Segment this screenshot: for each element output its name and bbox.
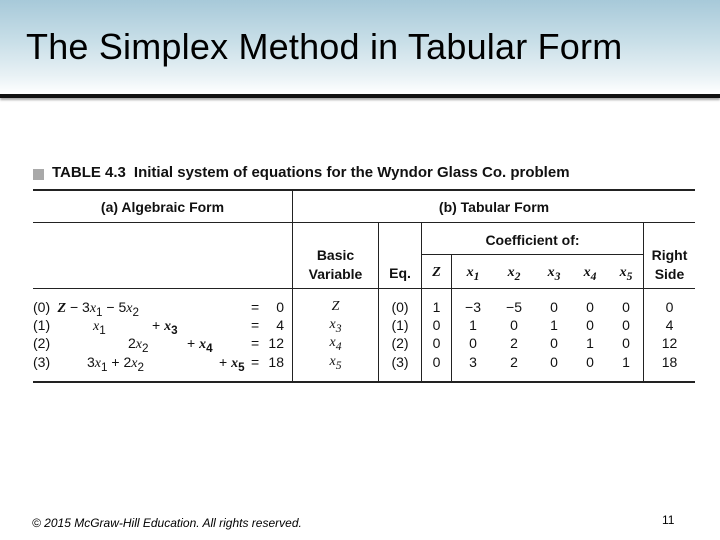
- algebraic-row-1-x1: $x_1$: [93, 319, 106, 337]
- right-side-cell: 4: [665, 317, 674, 333]
- coef-cell-x3: 1: [550, 317, 558, 333]
- algebraic-row-3-rhs: 18: [268, 354, 284, 370]
- eq-cell: (3): [391, 354, 409, 370]
- coef-col-x3: $x_3$: [547, 265, 561, 283]
- eq-header: Eq.: [389, 265, 411, 281]
- coef-cell-x2: 0: [510, 317, 518, 333]
- algebraic-form-header: (a) Algebraic Form: [100, 199, 225, 215]
- algebraic-row-1-rel: =: [251, 317, 260, 333]
- coef-cell-x5: 0: [622, 317, 630, 333]
- page-number: 11: [662, 513, 675, 527]
- algebraic-row-2-rel: =: [251, 335, 260, 351]
- simplex-table: [33, 160, 695, 384]
- coef-cell-x1: 1: [469, 317, 477, 333]
- coef-cell-x2: 2: [510, 354, 518, 370]
- coef-cell-x1: 3: [469, 354, 477, 370]
- right-side-cell: 18: [661, 354, 678, 370]
- table-caption: [52, 164, 570, 181]
- basic-variable-header: Basic Variable: [308, 247, 363, 282]
- coef-cell-z: 1: [432, 299, 441, 315]
- rule-bottom: [33, 381, 695, 383]
- coef-col-x2: $x_2$: [507, 265, 521, 283]
- algebraic-row-2-x2: $2x_2$: [128, 335, 149, 355]
- coef-cell-z: 0: [432, 317, 441, 333]
- rule-column-header: [33, 288, 695, 289]
- coef-cell-x4: 0: [586, 317, 594, 333]
- algebraic-row-1: (1): [33, 317, 51, 333]
- coef-col-x5: $x_5$: [619, 265, 633, 283]
- coef-cell-x5: 0: [622, 299, 630, 315]
- eq-cell: (1): [391, 317, 409, 333]
- rule-coef-header: [422, 254, 643, 255]
- coef-cell-z: 0: [432, 335, 441, 351]
- coef-cell-x3: 0: [550, 299, 558, 315]
- rule-section-header: [33, 222, 695, 223]
- header-divider: [0, 94, 720, 98]
- divider-z-x1: [451, 255, 452, 381]
- algebraic-row-0: (0) $Z - 3x_1 - 5x_2$: [33, 299, 139, 319]
- tabular-form-header: (b) Tabular Form: [438, 199, 550, 215]
- coef-cell-x1: 0: [469, 335, 477, 351]
- algebraic-row-1-x3: + $x_3$: [152, 317, 178, 337]
- algebraic-row-0-rel: =: [251, 299, 260, 315]
- algebraic-row-3-rel: =: [251, 354, 260, 370]
- right-side-cell: 12: [661, 335, 678, 351]
- algebraic-row-1-rhs: 4: [276, 317, 284, 333]
- slide-title: The Simplex Method in Tabular Form: [26, 26, 623, 67]
- coef-cell-x4: 1: [586, 335, 594, 351]
- coef-cell-x2: 2: [510, 335, 518, 351]
- algebraic-row-3-x1x2: $3x_1 + 2x_2$: [87, 354, 144, 374]
- basic-variable-cell: $x_4$: [329, 335, 342, 353]
- right-side-cell: 0: [665, 299, 674, 315]
- coef-cell-x4: 0: [586, 299, 594, 315]
- eq-cell: (0): [391, 299, 409, 315]
- right-side-header: Right Side: [651, 247, 688, 282]
- basic-variable-cell: $x_5$: [329, 354, 342, 372]
- algebraic-row-0-rhs: 0: [276, 299, 284, 315]
- coef-cell-x5: 0: [622, 335, 630, 351]
- basic-variable-cell: $x_3$: [329, 317, 342, 335]
- coef-col-x1: $x_1$: [466, 265, 480, 283]
- coef-cell-x4: 0: [586, 354, 594, 370]
- basic-variable-cell: Z: [331, 299, 340, 314]
- algebraic-row-3-x5: + $x_5$: [219, 354, 245, 374]
- caption-square-icon: [33, 169, 44, 180]
- copyright-footer: © 2015 McGraw-Hill Education. All rights reserved.: [32, 516, 302, 530]
- table-label: TABLE 4.3: [52, 164, 126, 181]
- algebraic-row-2: (2): [33, 335, 51, 351]
- coef-cell-x3: 0: [550, 335, 558, 351]
- rule-top: [33, 189, 695, 191]
- algebraic-row-2-x4: + $x_4$: [187, 335, 213, 355]
- coef-cell-x3: 0: [550, 354, 558, 370]
- coef-cell-z: 0: [432, 354, 441, 370]
- coefficient-header: Coefficient of:: [485, 232, 580, 248]
- table-caption-text: Initial system of equations for the Wyndor Glass Co. problem: [133, 164, 570, 181]
- algebraic-row-3: (3): [33, 354, 51, 370]
- coef-cell-x2: −5: [506, 299, 522, 315]
- coef-cell-x5: 1: [622, 354, 630, 370]
- algebraic-row-2-rhs: 12: [268, 335, 284, 351]
- eq-cell: (2): [391, 335, 409, 351]
- coef-col-z: Z: [432, 265, 441, 280]
- coef-cell-x1: −3: [465, 299, 481, 315]
- coef-col-x4: $x_4$: [583, 265, 597, 283]
